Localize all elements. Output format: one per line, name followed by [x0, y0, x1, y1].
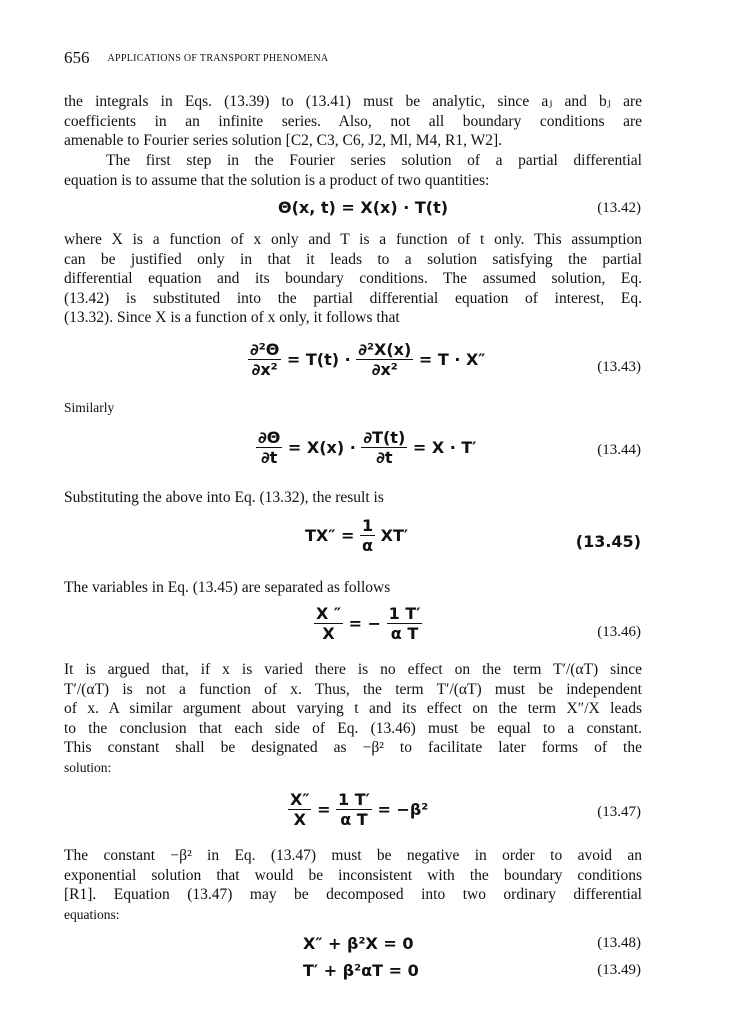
paragraph-separated	[64, 578, 642, 598]
paragraph-constant	[64, 846, 642, 924]
running-header	[64, 48, 328, 68]
equation-part: = T · X″	[418, 350, 486, 369]
paragraph-assumption	[64, 230, 642, 328]
fraction-denominator: ∂t	[376, 448, 393, 467]
text-line: [R1]. Equation (13.47) may be decomposed into two ordinary differential	[64, 886, 642, 903]
fraction-numerator: ∂Θ	[258, 428, 281, 447]
equation-13-45	[305, 516, 408, 555]
equation-part: XT′	[380, 526, 409, 545]
text-line: of x. A similar argument about varying t and its effect on the term X″/X leads	[64, 700, 642, 717]
text-line: The first step in the Fourier series solution of a partial differential	[106, 152, 642, 169]
equation-part: = X(x) ·	[287, 438, 356, 457]
equation-number: (13.47)	[597, 804, 641, 820]
equation-13-44	[256, 428, 477, 467]
text-line: This constant shall be designated as −β² to facilitate later forms of the	[64, 739, 642, 756]
text-line: Substituting the above into Eq. (13.32), the result is	[64, 489, 384, 506]
equation-number: (13.43)	[597, 359, 641, 375]
paragraph-first-step	[64, 151, 642, 190]
fraction-numerator: X ″	[316, 604, 342, 623]
equation-number: (13.49)	[597, 962, 641, 978]
fraction-numerator: ∂²X(x)	[358, 340, 412, 359]
text-line: coefficients in an infinite series. Also, not all boundary conditions are	[64, 112, 642, 130]
text-line: differential equation and its boundary conditions. The assumed solution, Eq.	[64, 270, 642, 287]
fraction-numerator: ∂²Θ	[250, 340, 280, 359]
paragraph-substituting	[64, 488, 642, 508]
text-line: (13.32). Since X is a function of x only, it follows that	[64, 309, 400, 326]
text-line: (13.42) is substituted into the partial differential equation of interest, Eq.	[64, 289, 642, 307]
text-line: The constant −β² in Eq. (13.47) must be negative in order to avoid an	[64, 847, 642, 864]
text-line: Similarly	[64, 400, 115, 415]
equation-part: = −β²	[377, 800, 429, 819]
equation-13-49	[303, 961, 419, 980]
fraction-numerator: 1 T′	[388, 604, 421, 623]
fraction-denominator: ∂x²	[251, 360, 278, 379]
fraction-numerator: ∂T(t)	[363, 428, 406, 447]
text-line: the integrals in Eqs. (13.39) to (13.41) must be analytic, since aⱼ and bⱼ are	[64, 93, 642, 110]
equation-number: (13.48)	[597, 935, 641, 951]
equation-part: =	[317, 800, 331, 819]
paragraph-argued	[64, 660, 642, 777]
equation-13-43	[248, 340, 485, 379]
equation-number: (13.45)	[575, 532, 641, 551]
equation-body: X″ + β²X = 0	[303, 934, 414, 953]
text-line: equation is to assume that the solution is a product of two quantities:	[64, 171, 490, 189]
fraction-denominator: α T	[340, 810, 368, 829]
running-title: APPLICATIONS OF TRANSPORT PHENOMENA	[107, 53, 329, 64]
fraction-numerator: 1	[361, 516, 374, 535]
text-line: It is argued that, if x is varied there is no effect on the term T′/(αT) since	[64, 661, 642, 678]
fraction-numerator: 1 T′	[338, 790, 370, 809]
text-line: to the conclusion that each side of Eq. (13.46) must be equal to a constant.	[64, 719, 642, 737]
equation-13-42	[278, 198, 448, 217]
equation-number: (13.42)	[597, 200, 641, 216]
equation-part: TX″ =	[305, 526, 355, 545]
fraction-numerator: X″	[290, 790, 310, 809]
equation-part: = −	[348, 614, 382, 633]
text-line: where X is a function of x only and T is a function of t only. This assumption	[64, 231, 642, 248]
page-number: 656	[64, 48, 90, 67]
equation-number: (13.46)	[597, 624, 641, 640]
text-line: The variables in Eq. (13.45) are separated as follows	[64, 579, 391, 596]
equation-body: Θ(x, t) = X(x) · T(t)	[278, 198, 449, 217]
paragraph-analytic	[64, 92, 642, 151]
label-similarly	[64, 398, 642, 418]
text-line: exponential solution that would be inconsistent with the boundary conditions	[64, 866, 642, 884]
equation-part: = T(t) ·	[286, 350, 351, 369]
fraction-denominator: X	[322, 624, 335, 643]
text-line: solution:	[64, 759, 112, 775]
equation-13-47	[288, 790, 428, 829]
equation-number: (13.44)	[597, 442, 641, 458]
fraction-denominator: ∂t	[260, 448, 278, 467]
equation-13-48	[303, 934, 414, 953]
text-line: can be justified only in that it leads to a solution satisfying the partial	[64, 250, 642, 268]
equation-body: T′ + β²αT = 0	[303, 961, 419, 980]
fraction-denominator: X	[293, 810, 306, 829]
text-line: amenable to Fourier series solution [C2, C3, C6, J2, Ml, M4, R1, W2].	[64, 132, 502, 149]
fraction-denominator: α T	[390, 624, 419, 643]
equation-part: = X · T′	[412, 438, 477, 457]
text-line: T′/(αT) is not a function of x. Thus, the term T′/(αT) must be independent	[64, 680, 642, 698]
text-line: equations:	[64, 906, 120, 922]
equation-13-46	[314, 604, 422, 643]
fraction-denominator: ∂x²	[371, 360, 398, 379]
fraction-denominator: α	[362, 536, 374, 555]
